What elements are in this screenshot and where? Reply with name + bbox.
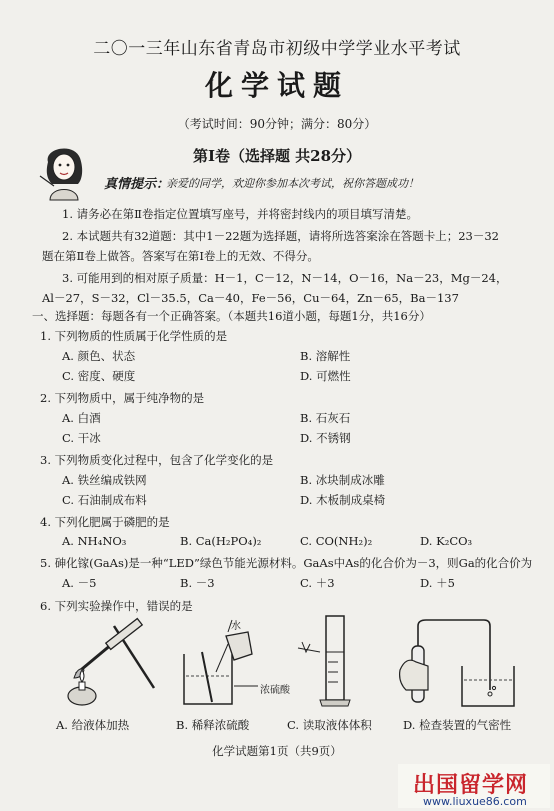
- question-6-option-a: A. 给液体加热: [56, 718, 130, 732]
- question-5-option-a: A. －5: [62, 576, 97, 590]
- watermark-logo: 出国留学网: [413, 773, 529, 798]
- question-4-option-a: A. NH₄NO₃: [62, 534, 127, 548]
- question-1-option-b: B. 溶解性: [300, 349, 351, 363]
- question-4-option-d: D. K₂CO₃: [420, 534, 473, 548]
- instruction-2: 2. 本试题共有32道题：其中1－22题为选择题，请将所选答案涂在答题卡上；23－32: [62, 229, 499, 243]
- instruction-3-cont: Al－27，S－32，Cl－35.5，Ca－40，Fe－56，Cu－64，Zn－65，Ba－137: [42, 291, 459, 305]
- question-1-option-c: C. 密度、硬度: [62, 369, 136, 383]
- question-3-option-c: C. 石油制成布料: [62, 493, 147, 507]
- question-6-option-d: D. 检查装置的气密性: [403, 718, 512, 732]
- question-4-option-b: B. Ca(H₂PO₄)₂: [180, 534, 262, 548]
- tip-text: 亲爱的同学，欢迎你参加本次考试，祝你答题成功！: [166, 177, 419, 190]
- question-2-option-b: B. 石灰石: [300, 411, 351, 425]
- question-3-option-d: D. 木板制成桌椅: [300, 493, 386, 507]
- question-3-option-b: B. 冰块制成冰雕: [300, 473, 385, 487]
- teacher-avatar-icon: [34, 140, 94, 202]
- airtightness-check-illustration: [398, 610, 528, 714]
- question-2-option-a: A. 白酒: [62, 411, 101, 425]
- question-4-option-c: C. CO(NH₂)₂: [300, 534, 373, 548]
- question-5-stem: 5. 砷化镓(GaAs)是一种“LED”绿色节能光源材料。GaAs中As的化合价为－3，则Ga的化合价为: [40, 556, 533, 570]
- tip-label: 真情提示：: [104, 177, 170, 192]
- part1-heading: 一、选择题：每题各有一个正确答案。（本题共16道小题，每题1分，共16分）: [32, 309, 431, 323]
- graduated-cylinder-illustration: [292, 612, 382, 712]
- question-5-option-b: B. －3: [180, 576, 215, 590]
- question-2-stem: 2. 下列物质中，属于纯净物的是: [40, 391, 205, 405]
- section-title: 第Ⅰ卷（选择题 共28分）: [192, 147, 362, 165]
- question-6-stem: 6. 下列实验操作中，错误的是: [40, 599, 193, 613]
- question-5-option-c: C. ＋3: [300, 576, 335, 590]
- question-3-option-a: A. 铁丝编成铁网: [62, 473, 147, 487]
- question-1-stem: 1. 下列物质的性质属于化学性质的是: [40, 329, 228, 343]
- question-6-option-c: C. 读取液体体积: [287, 718, 372, 732]
- exam-info: （考试时间：90分钟；满分：80分）: [177, 117, 377, 131]
- question-6-option-b: B. 稀释浓硫酸: [176, 718, 250, 732]
- water-label: 水: [231, 621, 241, 632]
- page-footer: 化学试题第1页（共9页）: [212, 744, 342, 758]
- instruction-2-cont: 题在第Ⅱ卷上做答。答案写在第Ⅰ卷上的无效、不得分。: [42, 249, 319, 263]
- question-5-option-d: D. ＋5: [420, 576, 455, 590]
- question-4-stem: 4. 下列化肥属于磷肥的是: [40, 515, 170, 529]
- instruction-3: 3. 可能用到的相对原子质量：H－1，C－12，N－14，O－16，Na－23，Mg－24，: [62, 271, 508, 285]
- question-1-option-d: D. 可燃性: [300, 369, 351, 383]
- instruction-1: 1. 请务必在第Ⅱ卷指定位置填写座号，并将密封线内的项目填写清楚。: [62, 207, 418, 221]
- exam-title: 二〇一三年山东省青岛市初级中学学业水平考试: [93, 39, 461, 59]
- watermark-url: www.liuxue86.com: [423, 795, 527, 808]
- question-2-option-d: D. 不锈钢: [300, 431, 351, 445]
- subject-title: 化学试题: [204, 69, 349, 102]
- question-3-stem: 3. 下列物质变化过程中，包含了化学变化的是: [40, 453, 274, 467]
- heating-liquid-illustration: [58, 612, 168, 712]
- question-2-option-c: C. 干冰: [62, 431, 101, 445]
- question-1-option-a: A. 颜色、状态: [62, 349, 136, 363]
- conc-acid-label: 浓硫酸: [260, 685, 290, 696]
